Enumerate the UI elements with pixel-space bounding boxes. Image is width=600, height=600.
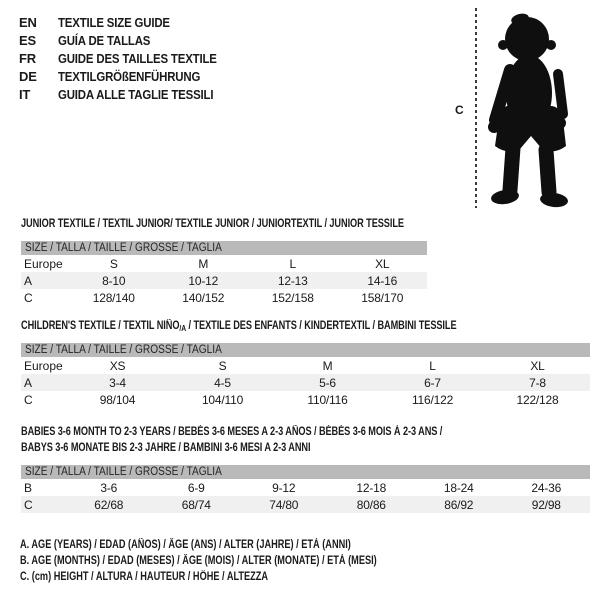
size-cell: 86/92 — [444, 497, 474, 512]
language-code: ES — [19, 32, 36, 48]
children-title-part2: / TEXTILE DES ENFANTS / KINDERTEXTIL / BAMBINI TESSILE — [186, 320, 457, 332]
row-label: Europe — [24, 256, 63, 271]
babies-title-line1: BABIES 3-6 MONTH TO 2-3 YEARS / BEBÉS 3-6 MESES A 2-3 AÑOS / BÉBÉS 3-6 MOIS À 2-3 ANS / — [21, 426, 443, 438]
size-cell: 140/152 — [182, 290, 225, 305]
size-cell: 80/86 — [356, 497, 386, 512]
size-header-label: SIZE / TALLA / TAILLE / GRÖSSE / TAGLIA — [25, 344, 222, 356]
children-title-subscript: /A — [179, 323, 187, 333]
size-cell: 6-7 — [424, 375, 441, 390]
size-cell: 3-6 — [100, 480, 118, 495]
table-row-months — [21, 479, 590, 496]
guide-title: TEXTILE SIZE GUIDE — [58, 14, 170, 30]
size-cell: S — [218, 358, 227, 373]
guide-title: GUIDA ALLE TAGLIE TESSILI — [58, 86, 214, 102]
size-cell: 24-36 — [531, 480, 562, 495]
size-cell: 122/128 — [516, 392, 559, 407]
table-row-height — [21, 391, 590, 408]
size-cell: 116/122 — [411, 392, 454, 407]
size-cell: 18-24 — [443, 480, 474, 495]
legend-line-a: A. AGE (YEARS) / EDAD (AÑOS) / ÂGE (ANS) / ALTER (JAHRE) / ETÀ (ANNI) — [20, 539, 351, 551]
babies-table-title — [21, 424, 442, 456]
size-cell: 12-13 — [277, 273, 308, 288]
row-label: C — [24, 497, 33, 512]
height-c-label: C — [455, 103, 464, 117]
children-table-title — [21, 318, 457, 334]
size-cell: 9-12 — [272, 480, 296, 495]
size-cell: XL — [530, 358, 545, 373]
table-row-height — [21, 289, 427, 306]
size-cell: 4-5 — [214, 375, 231, 390]
row-label: B — [24, 480, 33, 495]
size-header-label: SIZE / TALLA / TAILLE / GRÖSSE / TAGLIA — [25, 466, 222, 478]
size-cell: 74/80 — [269, 497, 299, 512]
size-header-label: SIZE / TALLA / TAILLE / GRÖSSE / TAGLIA — [25, 242, 222, 254]
row-label: A — [24, 375, 33, 390]
guide-title: GUIDE DES TAILLES TEXTILE — [58, 50, 217, 66]
size-cell: 6-9 — [187, 480, 205, 495]
size-header-row — [21, 343, 590, 357]
row-label: C — [24, 290, 33, 305]
language-code: DE — [19, 68, 37, 84]
language-title-list — [19, 13, 238, 103]
language-row-it — [19, 85, 238, 103]
size-cell: XS — [109, 358, 126, 373]
size-cell: 92/98 — [531, 497, 561, 512]
size-cell: 12-18 — [356, 480, 387, 495]
size-cell: 14-16 — [367, 273, 398, 288]
legend-line-c: C. (cm) HEIGHT / ALTURA / HAUTEUR / HÖHE / ALTEZZA — [20, 571, 269, 583]
size-cell: 10-12 — [188, 273, 219, 288]
size-cell: L — [429, 358, 436, 373]
size-cell: 158/170 — [361, 290, 404, 305]
language-code: EN — [19, 14, 37, 30]
babies-size-table — [21, 465, 590, 513]
row-label: C — [24, 392, 33, 407]
height-dashed-line — [474, 8, 478, 208]
language-row-fr — [19, 49, 238, 67]
language-row-de — [19, 67, 238, 85]
size-header-row — [21, 241, 427, 255]
babies-title-line2: BABYS 3-6 MONATE BIS 2-3 JAHRE / BAMBINI 3-6 MESI A 2-3 ANNI — [21, 442, 311, 454]
junior-table-title: JUNIOR TEXTILE / TEXTIL JUNIOR/ TEXTILE JUNIOR / JUNIORTEXTIL / JUNIOR TESSILE — [21, 218, 404, 230]
row-label: A — [24, 273, 33, 288]
size-cell: M — [198, 256, 209, 271]
size-cell: 98/104 — [99, 392, 136, 407]
baby-silhouette-icon — [480, 8, 580, 208]
size-cell: XL — [375, 256, 390, 271]
size-cell: 8-10 — [102, 273, 126, 288]
table-row-europe — [21, 357, 590, 374]
junior-size-table — [21, 241, 427, 306]
guide-title: TEXTILGRÖßENFÜHRUNG — [58, 68, 201, 84]
size-cell: 104/110 — [201, 392, 244, 407]
size-cell: 7-8 — [529, 375, 546, 390]
language-code: FR — [19, 50, 36, 66]
size-cell: L — [289, 256, 296, 271]
size-cell: S — [109, 256, 118, 271]
size-cell: 128/140 — [92, 290, 135, 305]
language-row-es — [19, 31, 238, 49]
measure-legend — [20, 537, 466, 585]
children-size-table — [21, 343, 590, 408]
size-cell: 110/116 — [307, 392, 348, 407]
table-row-age — [21, 272, 427, 289]
children-title-part1: CHILDREN'S TEXTILE / TEXTIL NIÑO — [21, 320, 180, 332]
legend-line-b: B. AGE (MONTHS) / EDAD (MESES) / ÂGE (MOIS) / ALTER (MONATE) / ETÀ (MESI) — [20, 555, 377, 567]
size-cell: 3-4 — [109, 375, 126, 390]
size-header-row — [21, 465, 590, 479]
size-cell: M — [322, 358, 333, 373]
language-row-en — [19, 13, 238, 31]
guide-title: GUÍA DE TALLAS — [58, 32, 151, 48]
table-row-age — [21, 374, 590, 391]
table-row-height — [21, 496, 590, 513]
table-row-europe — [21, 255, 427, 272]
size-cell: 5-6 — [319, 375, 336, 390]
size-cell: 68/74 — [181, 497, 211, 512]
language-code: IT — [19, 86, 31, 102]
height-figure — [450, 5, 600, 215]
size-cell: 62/68 — [94, 497, 124, 512]
row-label: Europe — [24, 358, 63, 373]
size-cell: 152/158 — [271, 290, 314, 305]
